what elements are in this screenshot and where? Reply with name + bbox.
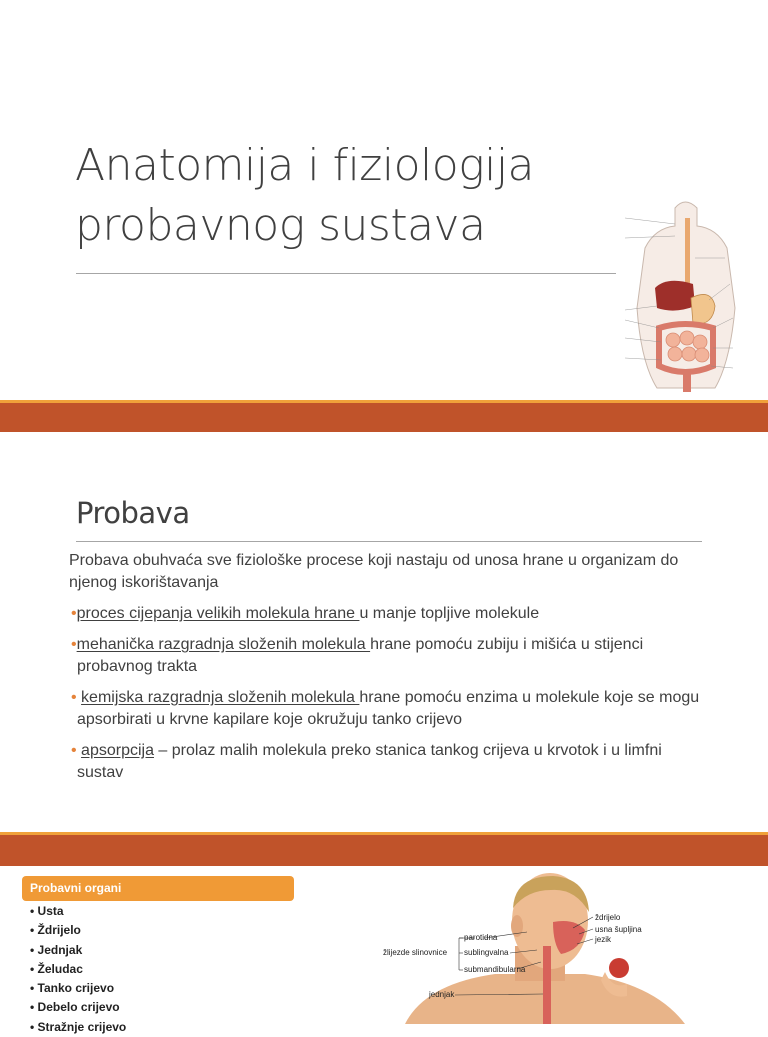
bullet-item <box>69 634 709 678</box>
probava-slide <box>0 432 768 832</box>
title-divider <box>76 273 616 274</box>
bullet-underlined-text: mehanička razgradnja složenih molekula <box>76 636 371 653</box>
bullet-item <box>69 687 709 731</box>
organs-list <box>30 902 126 1037</box>
bullet-icon: • <box>71 689 82 706</box>
heading-divider <box>76 541 702 542</box>
bullet-underlined-text: proces cijepanja velikih molekula hrane <box>76 605 360 622</box>
title-line-1: Anatomija i fiziologija <box>75 140 535 191</box>
slide-body <box>69 550 709 793</box>
title-slide <box>0 0 768 400</box>
bullet-text: – prolaz malih molekula preko stanica tankog crijeva u krvotok i u limfni sustav <box>77 742 662 781</box>
label-zlijezde: žlijezde slinovnice <box>383 948 448 957</box>
intro-paragraph: Probava obuhvaća sve fiziološke procese koji nastaju od unosa hrane u organizam do njenog iskorištavanja <box>69 552 679 591</box>
bullet-icon: • <box>71 742 82 759</box>
bullet-underlined-text: kemijska razgradnja složenih molekula <box>81 689 360 706</box>
label-submandibularna: submandibularna <box>464 965 526 974</box>
title-line-2: probavnog sustava <box>75 200 486 251</box>
list-item: • Ždrijelo <box>30 921 126 940</box>
bullet-underlined-text: apsorpcija <box>81 742 154 759</box>
slide-heading: Probava <box>76 496 190 530</box>
list-item: • Stražnje crijevo <box>30 1018 126 1037</box>
label-sublingvalna: sublingvalna <box>464 948 509 957</box>
label-zdrijelo: ždrijelo <box>595 913 621 922</box>
organs-slide <box>0 866 768 1034</box>
label-jednjak: jednjak <box>429 990 455 999</box>
slide-title <box>75 136 615 256</box>
list-item: • Želudac <box>30 960 126 979</box>
head-anatomy-illustration <box>365 866 768 1024</box>
bullet-text: hrane pomoću zubiju i mišića u stijenci probavnog trakta <box>77 636 644 675</box>
digestive-system-illustration <box>605 188 768 400</box>
bullet-text: u manje topljive molekule <box>359 605 540 622</box>
label-parotidna: parotidna <box>464 933 498 942</box>
bullet-icon: • <box>71 605 77 622</box>
bullet-item <box>69 740 709 784</box>
label-usna: usna šupljina <box>595 925 642 934</box>
bullet-icon: • <box>71 636 77 653</box>
slide-separator <box>0 832 768 866</box>
label-jezik: jezik <box>595 935 612 944</box>
bullet-item <box>69 603 709 625</box>
list-item: • Tanko crijevo <box>30 979 126 998</box>
bullet-text: hrane pomoću enzima u molekule koje se mogu apsorbirati u krvne kapilare koje okružuju tanko crijevo <box>77 689 700 728</box>
list-item: • Usta <box>30 902 126 921</box>
list-item: • Debelo crijevo <box>30 998 126 1017</box>
organs-header: Probavni organi <box>22 876 294 901</box>
list-item: • Jednjak <box>30 941 126 960</box>
slide-separator <box>0 400 768 432</box>
